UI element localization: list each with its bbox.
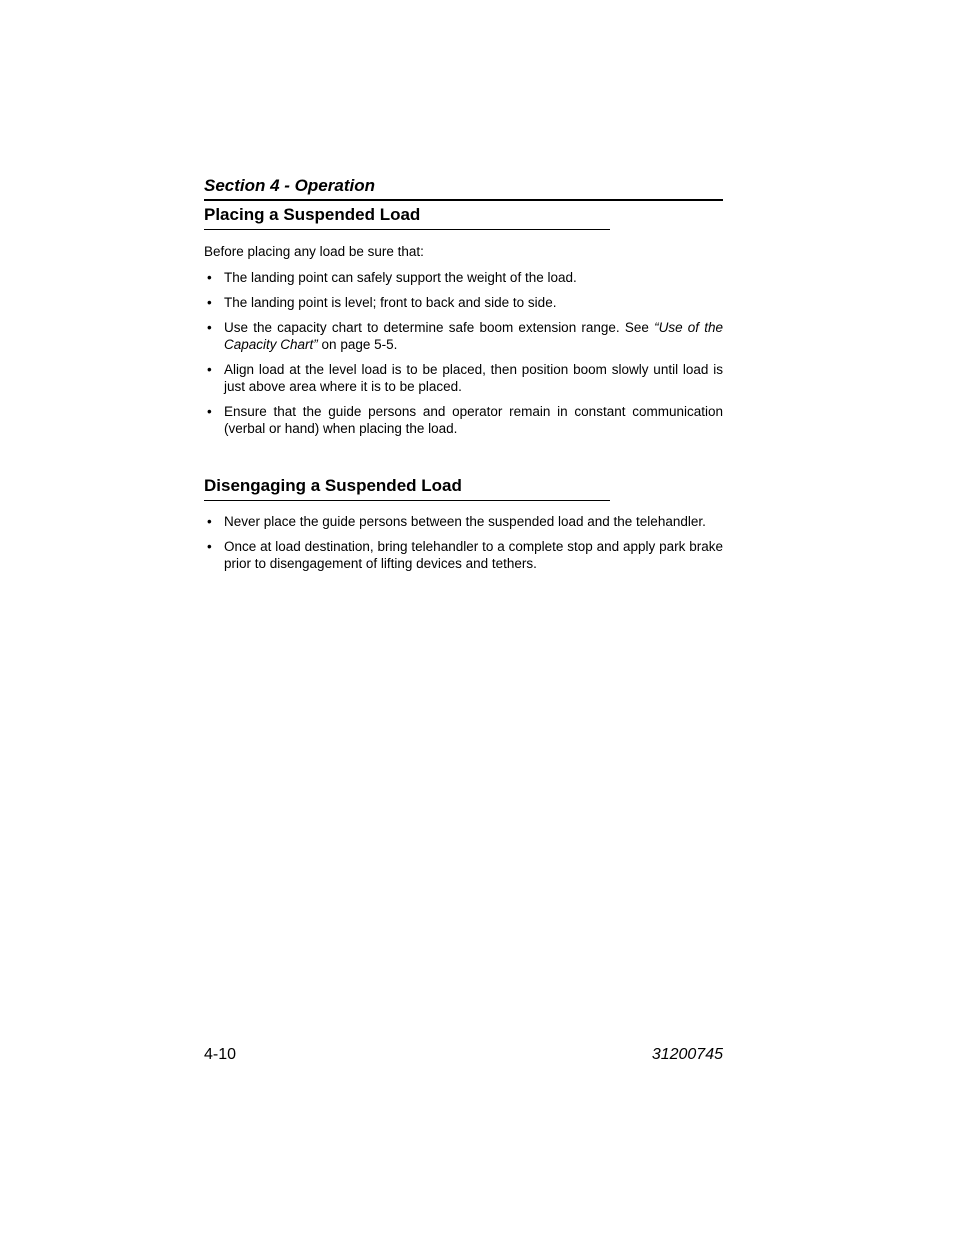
placing-intro: Before placing any load be sure that: bbox=[204, 244, 424, 259]
page-number: 4-10 bbox=[204, 1046, 237, 1063]
section-title: Section 4 - Operation bbox=[204, 176, 375, 195]
capacity-chart-reference: “Use of the Capacity Chart” bbox=[224, 320, 723, 352]
bullet-icon: • bbox=[207, 514, 212, 529]
list-item-text: Ensure that the guide persons and operator remain in constant communication (verbal or hand) when placing the load. bbox=[224, 404, 723, 436]
placing-heading: Placing a Suspended Load bbox=[204, 205, 610, 230]
bullet-icon: • bbox=[207, 295, 212, 310]
list-item-text: Once at load destination, bring telehandler to a complete stop and apply park brake prior to disengagement of lifting devices and tethers. bbox=[224, 539, 723, 571]
document-number: 31200745 bbox=[651, 1046, 723, 1063]
list-item bbox=[204, 294, 723, 311]
list-item bbox=[204, 319, 723, 353]
bullet-icon: • bbox=[207, 539, 212, 554]
section-header bbox=[204, 176, 723, 201]
capacity-text-after: on page 5-5. bbox=[317, 337, 398, 352]
placing-bullet-list bbox=[204, 269, 723, 445]
disengaging-bullet-list bbox=[204, 513, 723, 580]
list-item bbox=[204, 538, 723, 572]
list-item-text: The landing point can safely support the weight of the load. bbox=[224, 270, 577, 285]
list-item-text: Never place the guide persons between the suspended load and the telehandler. bbox=[224, 514, 706, 529]
bullet-icon: • bbox=[207, 404, 212, 419]
list-item bbox=[204, 361, 723, 395]
list-item-text bbox=[224, 320, 723, 352]
bullet-icon: • bbox=[207, 320, 212, 335]
list-item bbox=[204, 513, 723, 530]
bullet-icon: • bbox=[207, 362, 212, 377]
capacity-text-before: Use the capacity chart to determine safe boom extension range. See bbox=[224, 320, 655, 335]
list-item-text: The landing point is level; front to back and side to side. bbox=[224, 295, 557, 310]
bullet-icon: • bbox=[207, 270, 212, 285]
list-item bbox=[204, 403, 723, 437]
list-item bbox=[204, 269, 723, 286]
list-item-text: Align load at the level load is to be placed, then position boom slowly until load is just above area where it is to be placed. bbox=[224, 362, 723, 394]
disengaging-heading: Disengaging a Suspended Load bbox=[204, 476, 610, 501]
